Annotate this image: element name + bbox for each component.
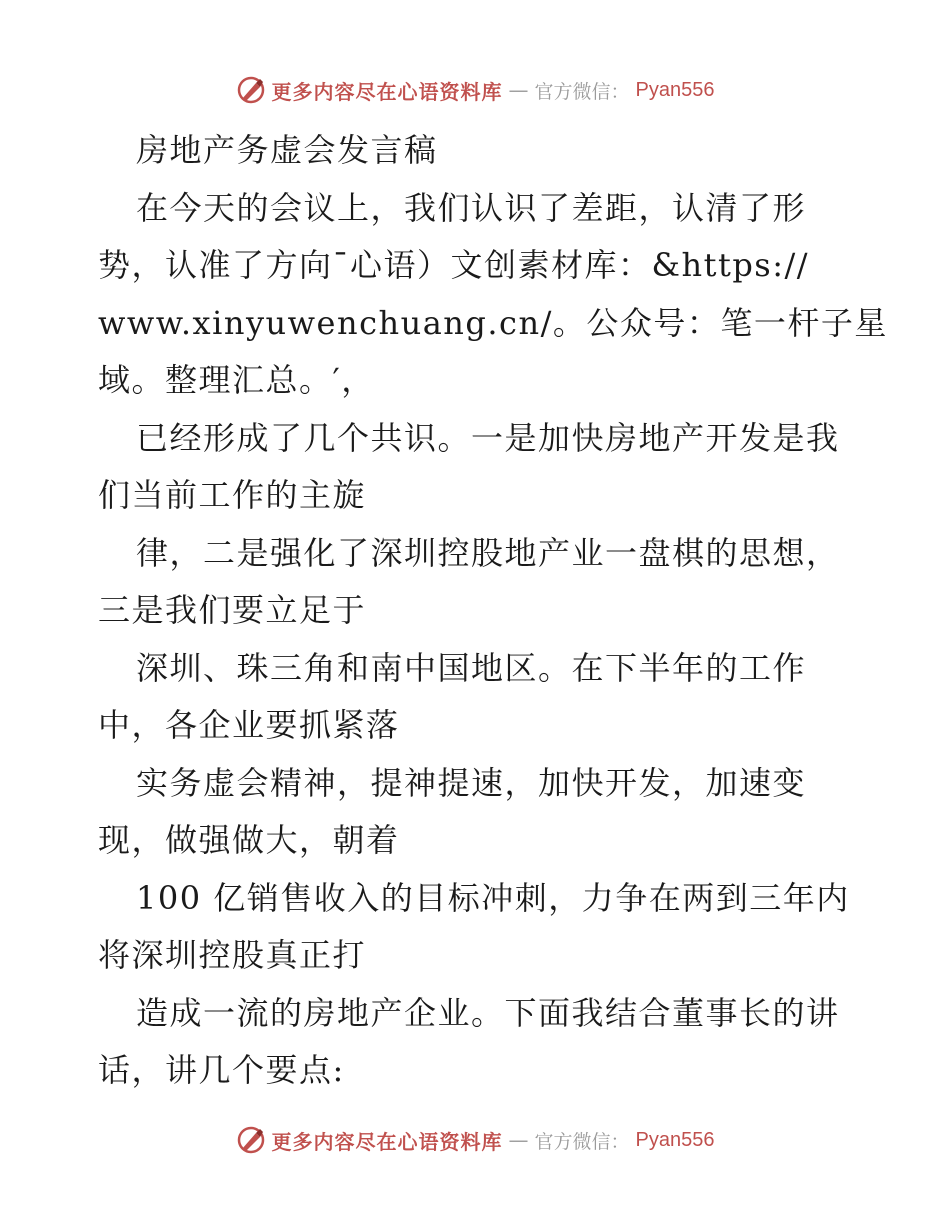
- watermark-wechat-label: 官方微信：: [534, 80, 630, 103]
- paragraph-line: 三是我们要立足于: [98, 591, 367, 629]
- paragraph-line: 现，做强做大，朝着: [98, 821, 400, 859]
- header-watermark: [0, 70, 950, 110]
- document-title: 房地产务虚会发言稿: [136, 131, 438, 169]
- pen-logo-icon: [236, 75, 266, 105]
- paragraph-line: 们当前工作的主旋: [98, 476, 367, 514]
- paragraph-line: 势，认准了方向¯心语）文创素材库：&https://: [98, 246, 810, 284]
- paragraph-line: 深圳、珠三角和南中国地区。在下半年的工作: [136, 648, 807, 687]
- watermark-separator: —: [508, 1128, 529, 1152]
- paragraph-line: 已经形成了几个共识。一是加快房地产开发是我: [136, 418, 840, 457]
- paragraph-line: 话，讲几个要点:: [98, 1051, 345, 1089]
- paragraph-line: 中，各企业要抓紧落: [98, 706, 400, 744]
- paragraph-line: 律，二是强化了深圳控股地产业一盘棋的思想，: [136, 533, 840, 572]
- watermark-wechat-label: 官方微信：: [534, 1130, 630, 1153]
- watermark-site-text: 更多内容尽在心语资料库: [271, 79, 503, 104]
- paragraph-line: 域。整理汇总。′，: [98, 361, 375, 399]
- watermark-site-text: 更多内容尽在心语资料库: [271, 1129, 503, 1154]
- pen-logo-icon: [236, 1125, 266, 1155]
- paragraph-line: 造成一流的房地产企业。下面我结合董事长的讲: [136, 993, 840, 1032]
- paragraph-line: 100 亿销售收入的目标冲刺，力争在两到三年内: [136, 878, 850, 917]
- watermark-wechat-id: Pyan556: [635, 78, 715, 101]
- watermark-wechat-id: Pyan556: [635, 1128, 715, 1151]
- document-body: [98, 122, 888, 1100]
- paragraph-line: 将深圳控股真正打: [98, 936, 367, 974]
- paragraph-line: 在今天的会议上，我们认识了差距，认清了形: [136, 188, 807, 227]
- paragraph-line: www.xinyuwenchuang.cn/。公众号：笔一杆子星: [98, 303, 888, 342]
- watermark-separator: —: [508, 78, 529, 102]
- footer-watermark: [0, 1120, 950, 1160]
- paragraph-line: 实务虚会精神，提神提速，加快开发，加速变: [136, 763, 807, 802]
